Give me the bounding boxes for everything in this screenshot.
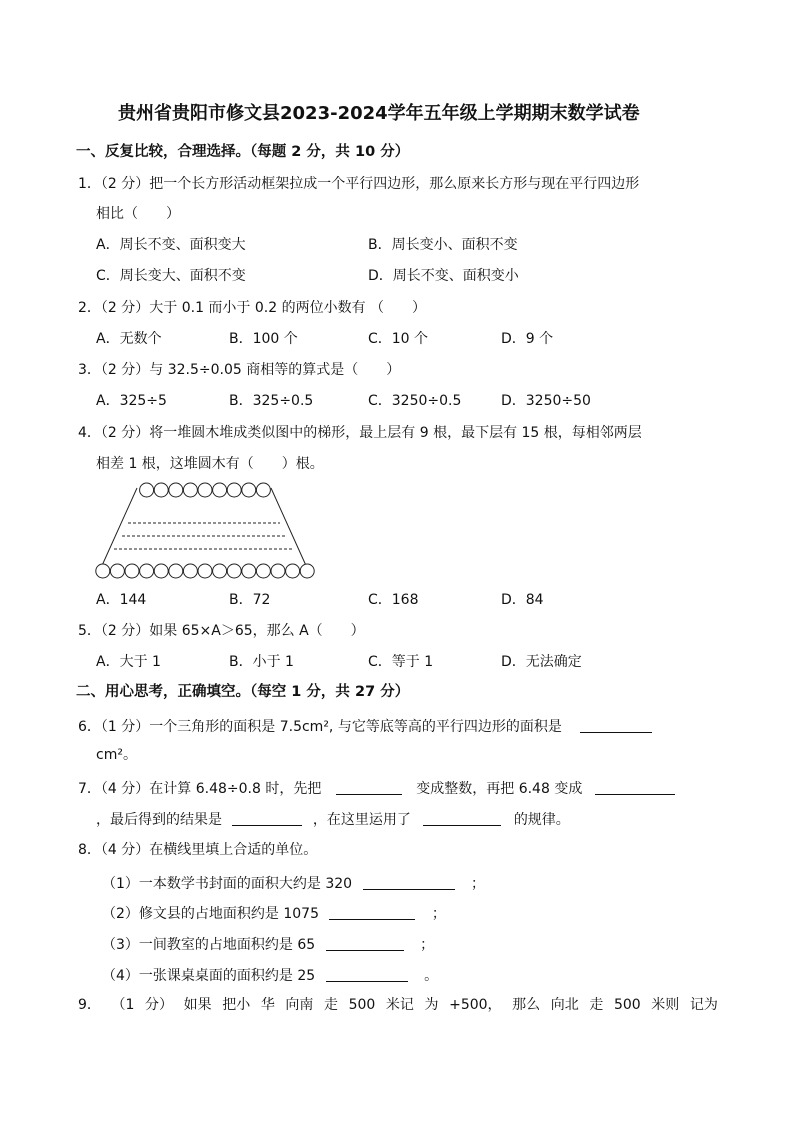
q2-option-d: D．9 个 (501, 331, 554, 347)
q7-stem-line2 (96, 811, 570, 827)
q7-text-2: 变成整数，再把 6.48 变成 (416, 781, 583, 797)
log-pile-trapezoid-figure (92, 478, 318, 582)
q9-word: 如果 (183, 997, 212, 1013)
q7-answer-blank-1[interactable] (336, 780, 402, 795)
q9-word: 走 (324, 997, 338, 1013)
q5-option-a: A．大于 1 (96, 654, 161, 670)
q8-item-4-text: （4）一张课桌桌面的面积约是 25 (102, 968, 316, 984)
q4-option-a: A．144 (96, 592, 147, 608)
q8-item-4 (102, 967, 438, 983)
q9-word: 为 (424, 997, 439, 1013)
q4-option-d: D．84 (501, 592, 544, 608)
log-circle (300, 564, 314, 578)
q7-answer-blank-4[interactable] (423, 811, 501, 826)
log-circle (198, 564, 212, 578)
bottom-log-row (96, 564, 314, 578)
q8-item-4-end: 。 (424, 968, 439, 984)
q7-stem-line1 (78, 780, 675, 796)
q3-stem: 3．（2 分）与 32.5÷0.05 商相等的算式是（ ） (78, 362, 401, 378)
q8-stem: 8．（4 分）在横线里填上合适的单位。 (78, 842, 318, 858)
section-1-heading: 一、反复比较，合理选择。（每题 2 分，共 10 分） (76, 144, 410, 160)
q9-word: 向北 (550, 997, 579, 1013)
q6-stem-line1 (78, 718, 652, 734)
q9-word: 记为 (689, 997, 718, 1013)
log-circle (140, 483, 154, 497)
q8-item-1-end: ； (471, 876, 485, 892)
q3-option-b: B．325÷0.5 (229, 393, 314, 409)
log-circle (198, 483, 212, 497)
q8-item-2-blank[interactable] (329, 905, 415, 920)
log-circle (213, 483, 227, 497)
q4-stem-line1: 4．（2 分）将一堆圆木堆成类似图中的梯形，最上层有 9 根，最下层有 15 根，每相邻两层 (78, 425, 642, 441)
q9-word: 分） (145, 997, 174, 1013)
q7-answer-blank-3[interactable] (232, 811, 302, 826)
q2-option-a: A．无数个 (96, 331, 162, 347)
log-circle (271, 564, 285, 578)
log-circle (242, 564, 256, 578)
q6-answer-blank[interactable] (580, 718, 652, 733)
q9-word: 那么 (512, 997, 541, 1013)
top-log-row (140, 483, 271, 497)
q7-answer-blank-2[interactable] (595, 780, 675, 795)
q8-item-1 (102, 875, 485, 891)
q8-item-3-end: ； (420, 937, 435, 953)
q8-item-4-blank[interactable] (326, 967, 408, 982)
log-circle (140, 564, 154, 578)
section-2-heading: 二、用心思考，正确填空。（每空 1 分，共 27 分） (76, 684, 410, 700)
trapezoid-outline (100, 488, 308, 570)
log-circle (96, 564, 110, 578)
log-circle (125, 564, 139, 578)
q3-option-d: D．3250÷50 (501, 393, 591, 409)
q8-item-2-end: ； (431, 906, 446, 922)
q9-word: 米则 (651, 997, 680, 1013)
q8-item-3 (102, 936, 434, 952)
q9-word: 9． (78, 997, 101, 1013)
q8-item-2 (102, 905, 446, 921)
log-circle (227, 483, 241, 497)
log-circle (242, 483, 256, 497)
q2-option-b: B．100 个 (229, 331, 298, 347)
log-circle (227, 564, 241, 578)
q9-word: 500 (348, 997, 376, 1013)
q3-option-c: C．3250÷0.5 (368, 393, 462, 409)
q8-item-3-text: （3）一间教室的占地面积约是 65 (102, 937, 316, 953)
q8-item-1-text: （1）一本数学书封面的面积大约是 320 (102, 876, 353, 892)
log-circle (169, 483, 183, 497)
q9-word: 把小 (222, 997, 251, 1013)
log-circle (256, 483, 270, 497)
q9-word: +500， (449, 997, 502, 1013)
q9-word: （1 (111, 997, 135, 1013)
log-circle (183, 564, 197, 578)
q8-item-2-text: （2）修文县的占地面积约是 1075 (102, 906, 319, 922)
log-circle (169, 564, 183, 578)
dashed-rows (114, 523, 294, 549)
q5-option-c: C．等于 1 (368, 654, 434, 670)
log-circle (286, 564, 300, 578)
q9-stem (78, 998, 718, 1012)
q1-option-c: C．周长变大、面积不变 (96, 268, 246, 284)
q9-word: 华 (260, 997, 275, 1013)
log-circle (110, 564, 124, 578)
q6-stem-line2: cm²。 (96, 747, 137, 763)
q7-text-4: ，在这里运用了 (312, 812, 411, 828)
q7-text-5: 的规律。 (513, 812, 570, 828)
q8-item-3-blank[interactable] (326, 936, 404, 951)
q9-word: 500 (613, 997, 641, 1013)
q9-word: 米记 (385, 997, 414, 1013)
log-circle (154, 564, 168, 578)
q5-option-b: B．小于 1 (229, 654, 294, 670)
log-circle (183, 483, 197, 497)
q9-word: 走 (589, 997, 604, 1013)
log-circle (213, 564, 227, 578)
q4-option-c: C．168 (368, 592, 419, 608)
log-circle (154, 483, 168, 497)
q3-option-a: A．325÷5 (96, 393, 167, 409)
q5-option-d: D．无法确定 (501, 654, 582, 670)
q1-stem-line2: 相比（ ） (96, 206, 180, 222)
log-circle (256, 564, 270, 578)
q4-option-b: B．72 (229, 592, 271, 608)
q1-option-d: D．周长不变、面积变小 (368, 268, 519, 284)
q1-option-b: B．周长变小、面积不变 (368, 237, 518, 253)
q2-option-c: C．10 个 (368, 331, 429, 347)
q6-text: 6．（1 分）一个三角形的面积是 7.5cm², 与它等底等高的平行四边形的面积是 (78, 719, 562, 735)
q2-stem: 2．（2 分）大于 0.1 而小于 0.2 的两位小数有 （ ） (78, 300, 427, 316)
q1-option-a: A．周长不变、面积变大 (96, 237, 246, 253)
q7-text-1: 7．（4 分）在计算 6.48÷0.8 时，先把 (78, 781, 322, 797)
q1-stem-line1: 1．（2 分）把一个长方形活动框架拉成一个平行四边形，那么原来长方形与现在平行四边形 (78, 176, 640, 192)
q8-item-1-blank[interactable] (363, 875, 455, 890)
page-title: 贵州省贵阳市修文县2023-2024学年五年级上学期期末数学试卷 (118, 103, 640, 124)
q9-word: 向南 (285, 997, 314, 1013)
q4-stem-line2: 相差 1 根，这堆圆木有（ ）根。 (96, 456, 324, 472)
q5-stem: 5．（2 分）如果 65×A＞65，那么 A（ ） (78, 623, 365, 639)
q7-text-3: ，最后得到的结果是 (96, 812, 222, 828)
